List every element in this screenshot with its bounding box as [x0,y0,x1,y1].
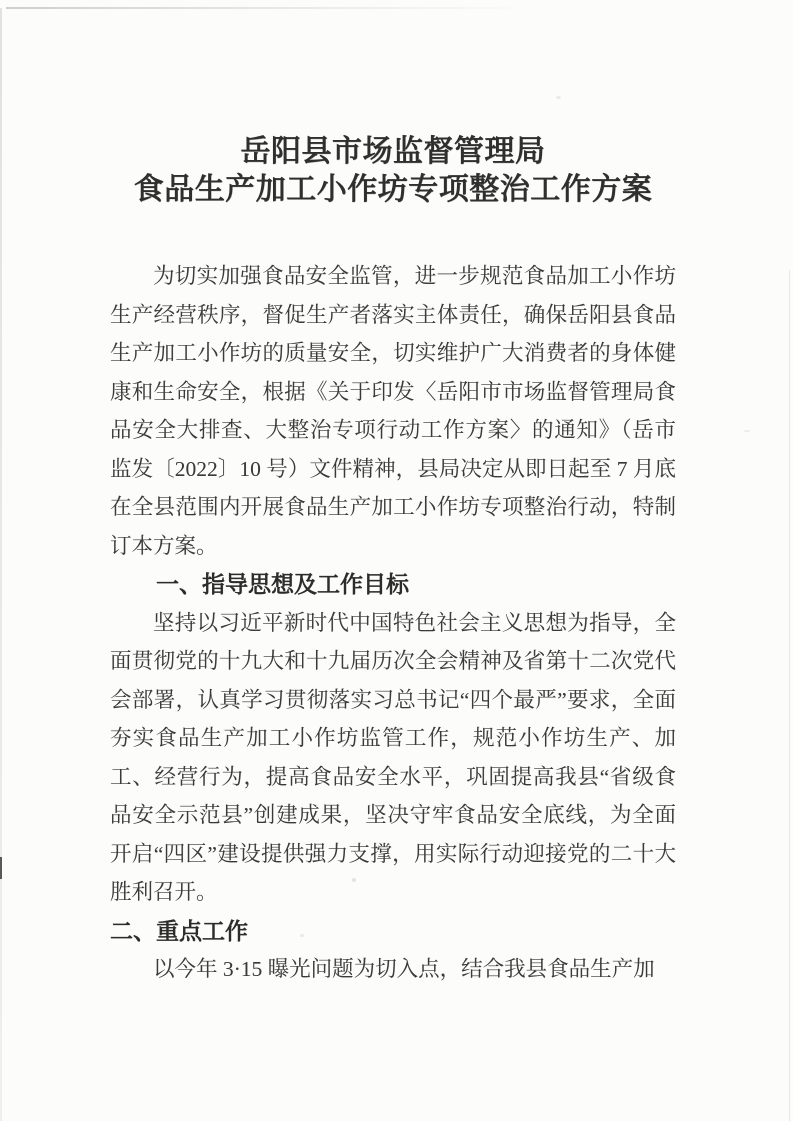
paragraph-key-work: 以今年 3·15 曝光问题为切入点，结合我县食品生产加 [153,957,655,981]
document-title-line2: 食品生产加工小作坊专项整治工作方案 [133,173,653,206]
scan-speck [556,96,561,99]
document-content [110,133,676,989]
scan-edge-top [6,7,536,9]
section-heading-2: 二、重点工作 [110,917,248,944]
document-body [110,257,676,989]
scan-speck [744,430,750,432]
scan-edge-right [789,270,790,1121]
document-title [110,133,676,209]
scan-edge-left-dark-segment [0,857,2,879]
paragraph-guiding-ideology: 坚持以习近平新时代中国特色社会主义思想为指导，全面贯彻党的十九大和十九届历次全会精神及省第十二次党代会部署，认真学习贯彻落实习总书记“四个最严”要求，全面夯实食品生产加工小作坊监管工作，规范小作坊生产、加工、经营行为，提高食品安全水平，巩固提高我县“省级食品安全示范县”创建成果，坚决守牢食品安全底线，为全面开启“四区”建设提供强力支撑，用实际行动迎接党的二十大胜利召开。 [110,610,676,904]
scan-edge-left [0,8,2,1121]
document-title-line1: 岳阳县市场监督管理局 [240,135,546,168]
paragraph-intro: 为切实加强食品安全监管，进一步规范食品加工小作坊生产经营秩序，督促生产者落实主体责任，确保岳阳县食品生产加工小作坊的质量安全，切实维护广大消费者的身体健康和生命安全，根据《关于印发〈岳阳市市场监督管理局食品安全大排查、大整治专项行动工作方案〉的通知》（岳市监发〔2022〕10 号）文件精神，县局决定从即日起至 7 月底在全县范围内开展食品生产加工小作坊专项整治行动，特制订本方案。 [110,264,676,558]
section-heading-1: 一、指导思想及工作目标 [156,571,409,597]
